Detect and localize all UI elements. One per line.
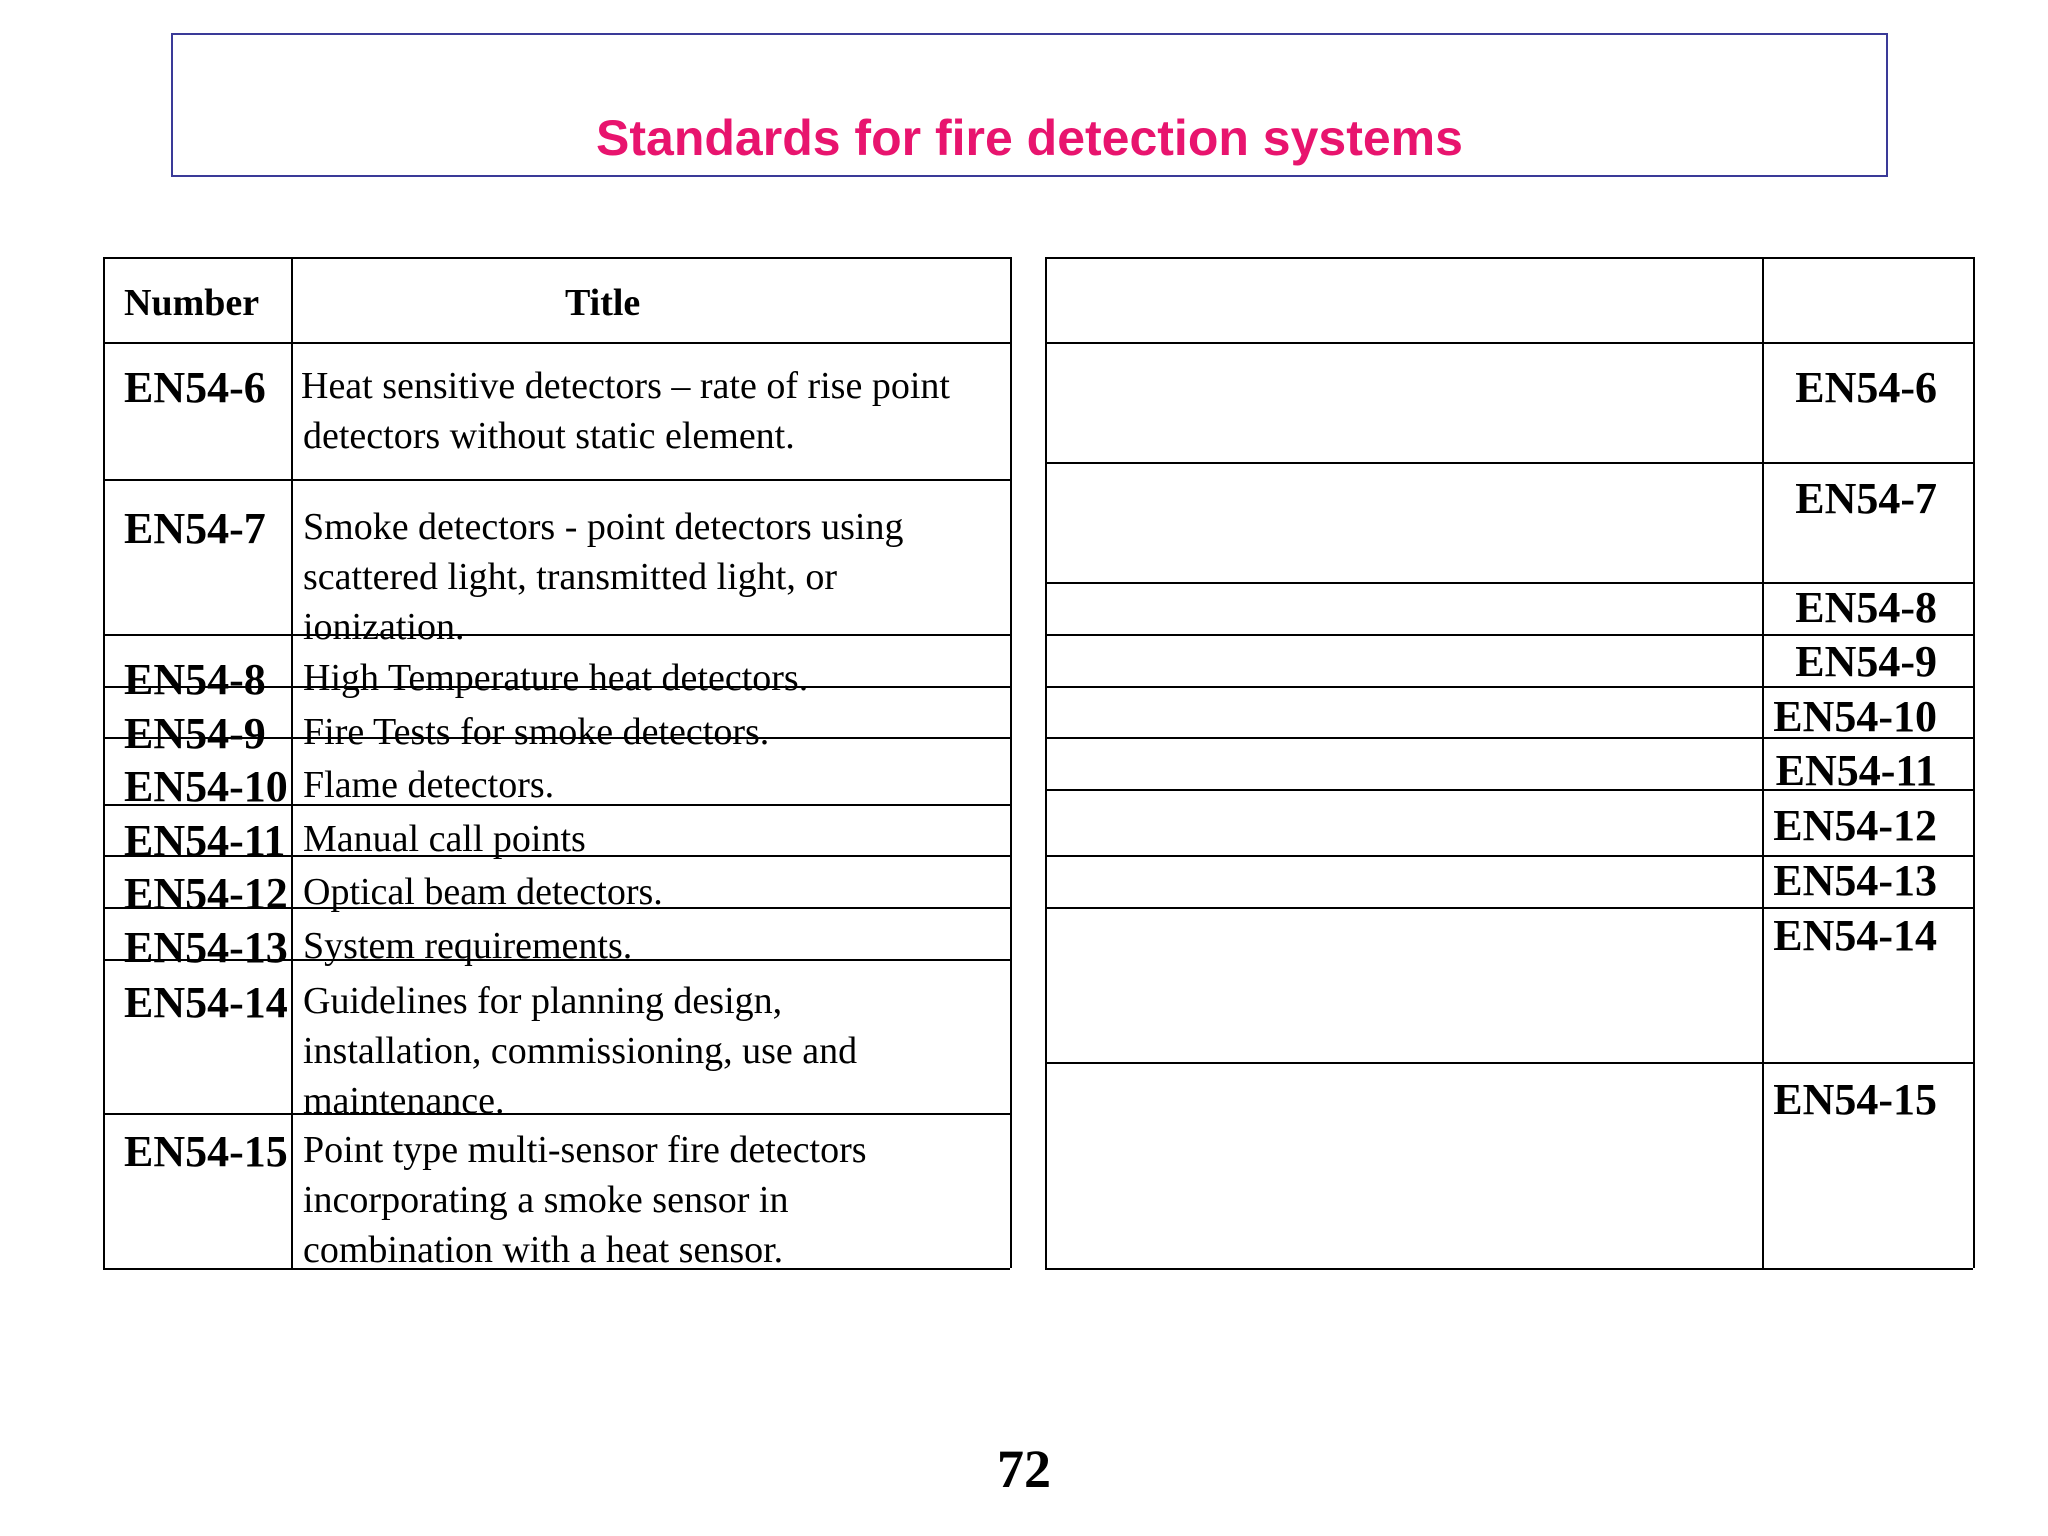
standard-title-line: detectors without static element. [303, 415, 795, 457]
standard-number: EN54-6 [124, 363, 266, 412]
standard-title-line: High Temperature heat detectors. [303, 657, 809, 699]
standard-title-line: maintenance. [303, 1080, 505, 1122]
standard-code: EN54-10 [1773, 692, 1937, 741]
standard-title-line: Guidelines for planning design, [303, 980, 783, 1022]
table-rule [1045, 1268, 1973, 1270]
standard-number: EN54-10 [124, 762, 288, 811]
standard-number: EN54-9 [124, 709, 266, 758]
standard-title-line: scattered light, transmitted light, or [303, 556, 837, 598]
column-divider [1762, 257, 1764, 1268]
header-number: Number [124, 282, 260, 324]
standard-number: EN54-11 [124, 816, 286, 865]
table-rule [1045, 634, 1973, 636]
table-rule [1045, 907, 1973, 909]
table-rule [1045, 257, 1973, 259]
standard-code: EN54-12 [1773, 801, 1937, 850]
table-rule [1045, 342, 1973, 344]
standard-number: EN54-7 [124, 504, 266, 553]
table-rule [103, 257, 1010, 259]
standard-code: EN54-14 [1773, 911, 1937, 960]
table-rule [103, 634, 1010, 636]
table-rule [103, 342, 1010, 344]
table-border [1973, 257, 1975, 1268]
standard-title-line: Fire Tests for smoke detectors. [303, 711, 770, 753]
table-rule [1045, 462, 1973, 464]
table-rule [103, 1113, 1010, 1115]
table-border [1045, 257, 1047, 1268]
standard-number: EN54-15 [124, 1127, 288, 1176]
standard-title-line: ionization. [303, 606, 465, 648]
standard-title-line: combination with a heat sensor. [303, 1229, 784, 1271]
table-rule [1045, 686, 1973, 688]
standard-code: EN54-6 [1795, 363, 1937, 412]
page-number: 72 [997, 1439, 1051, 1499]
table-rule [103, 479, 1010, 481]
standard-code: EN54-7 [1795, 474, 1937, 523]
standards-table [103, 257, 1010, 1271]
standard-number: EN54-13 [124, 923, 288, 972]
standard-title-line: incorporating a smoke sensor in [303, 1179, 789, 1221]
standard-number: EN54-12 [124, 869, 288, 918]
table-border [103, 257, 105, 1268]
standard-number: EN54-14 [124, 978, 288, 1027]
standard-title-line: Smoke detectors - point detectors using [303, 506, 904, 548]
title-box [171, 33, 1888, 177]
standard-code: EN54-9 [1795, 637, 1937, 686]
standard-code: EN54-11 [1775, 746, 1937, 795]
standard-number: EN54-8 [124, 655, 266, 704]
standard-title-line: Flame detectors. [303, 764, 555, 806]
standard-code: EN54-15 [1773, 1075, 1937, 1124]
column-divider [291, 257, 293, 1268]
standard-title-line: System requirements. [303, 925, 633, 967]
standard-title-line: Heat sensitive detectors – rate of rise point [301, 365, 950, 407]
standard-title-line: installation, commissioning, use and [303, 1030, 858, 1072]
standard-title-line: Point type multi-sensor fire detectors [303, 1129, 867, 1171]
header-title: Title [565, 282, 641, 324]
table-rule [1045, 1062, 1973, 1064]
standard-code: EN54-13 [1773, 856, 1937, 905]
standard-title-line: Manual call points [303, 818, 586, 860]
standard-code: EN54-8 [1795, 583, 1937, 632]
page-title: Standards for fire detection systems [596, 110, 1463, 166]
table-border [1010, 257, 1012, 1268]
standard-title-line: Optical beam detectors. [303, 871, 663, 913]
codes-table [1045, 257, 1973, 1268]
